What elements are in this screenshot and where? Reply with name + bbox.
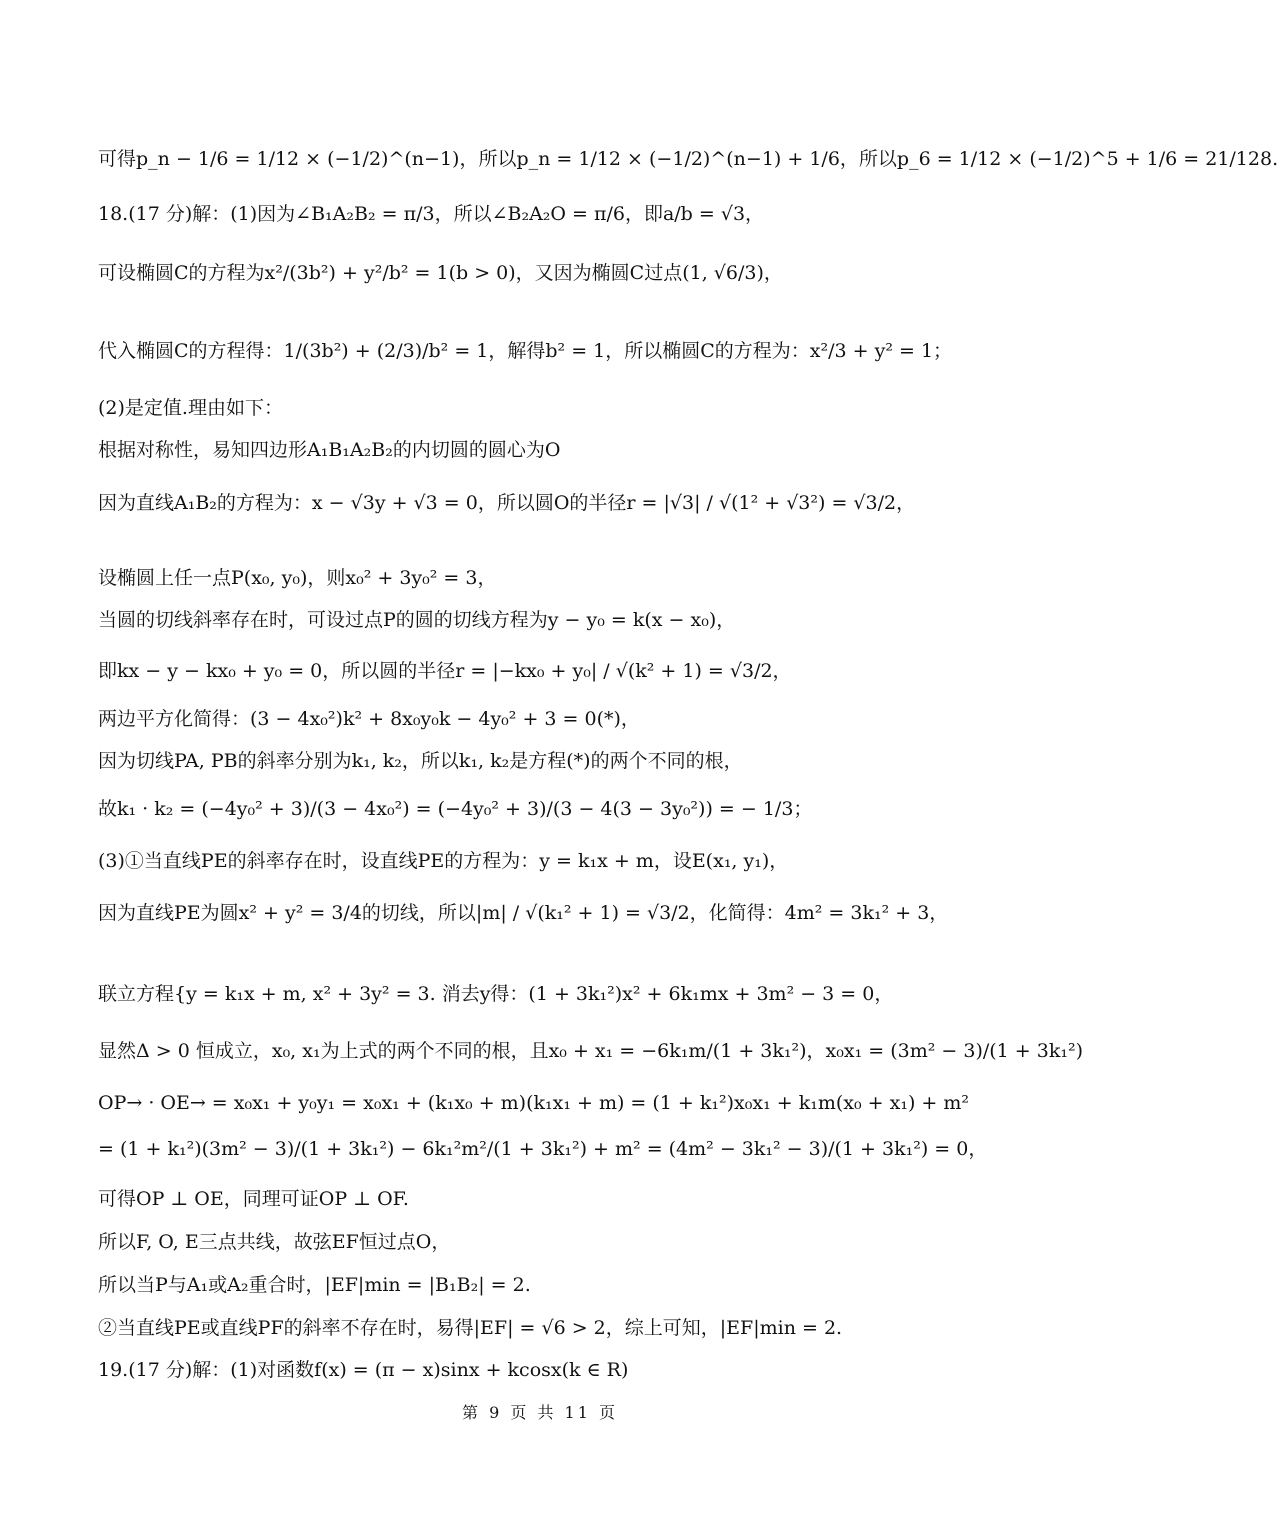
text-line-19: = (1 + k₁²)(3m² − 3)/(1 + 3k₁²) − 6k₁²m²/(1 + 3k₁²) + m² = (4m² − 3k₁² − 3)/(1 + 3k₁²) = 0， xyxy=(98,1138,988,1160)
text-line-4: 代入椭圆C的方程得：1/(3b²) + (2/3)/b² = 1，解得b² = 1，所以椭圆C的方程为：x²/3 + y² = 1； xyxy=(98,340,953,362)
text-line-6: 根据对称性，易知四边形A₁B₁A₂B₂的内切圆的圆心为O xyxy=(98,439,561,461)
text-line-23: ②当直线PE或直线PF的斜率不存在时，易得|EF| = √6 > 2，综上可知，|EF|min = 2. xyxy=(98,1317,843,1339)
text-line-17: 显然Δ > 0 恒成立，x₀, x₁为上式的两个不同的根，且x₀ + x₁ = −6k₁m/(1 + 3k₁²)，x₀x₁ = (3m² − 3)/(1 + 3k₁²) xyxy=(98,1040,1084,1062)
text-line-9: 当圆的切线斜率存在时，可设过点P的圆的切线方程为y − y₀ = k(x − x₀)， xyxy=(98,609,736,631)
text-line-1: 可得p_n − 1/6 = 1/12 × (−1/2)^(n−1)，所以p_n = 1/12 × (−1/2)^(n−1) + 1/6，所以p_6 = 1/12 × (−1/2)^5 + 1/6 = 21/128. xyxy=(98,148,1278,170)
text-line-20: 可得OP ⊥ OE，同理可证OP ⊥ OF. xyxy=(98,1188,409,1210)
text-line-5: (2)是定值.理由如下： xyxy=(98,397,283,419)
text-line-7: 因为直线A₁B₂的方程为：x − √3y + √3 = 0，所以圆O的半径r = |√3| / √(1² + √3²) = √3/2， xyxy=(98,492,916,514)
text-line-2: 18.(17 分)解：(1)因为∠B₁A₂B₂ = π/3，所以∠B₂A₂O = π/6，即a/b = √3， xyxy=(98,203,765,225)
text-line-24: 19.(17 分)解：(1)对函数f(x) = (π − x)sinx + kcosx(k ∈ R) xyxy=(98,1359,629,1381)
text-line-11: 两边平方化简得：(3 − 4x₀²)k² + 8x₀y₀k − 4y₀² + 3 = 0(*)， xyxy=(98,708,640,730)
text-line-16: 联立方程{y = k₁x + m, x² + 3y² = 3. 消去y得：(1 + 3k₁²)x² + 6k₁mx + 3m² − 3 = 0， xyxy=(98,983,894,1005)
text-line-22: 所以当P与A₁或A₂重合时，|EF|min = |B₁B₂| = 2. xyxy=(98,1274,531,1296)
text-line-8: 设椭圆上任一点P(x₀, y₀)，则x₀² + 3y₀² = 3， xyxy=(98,567,497,589)
page-footer: 第 9 页 共 11 页 xyxy=(462,1403,618,1422)
text-line-13: 故k₁ · k₂ = (−4y₀² + 3)/(3 − 4x₀²) = (−4y₀² + 3)/(3 − 4(3 − 3y₀²)) = − 1/3； xyxy=(98,798,813,820)
text-line-3: 可设椭圆C的方程为x²/(3b²) + y²/b² = 1(b > 0)，又因为椭圆C过点(1, √6/3)， xyxy=(98,262,783,284)
text-line-18: OP→ · OE→ = x₀x₁ + y₀y₁ = x₀x₁ + (k₁x₀ + m)(k₁x₁ + m) = (1 + k₁²)x₀x₁ + k₁m(x₀ + x₁) + m² xyxy=(98,1092,969,1114)
text-line-21: 所以F, O, E三点共线，故弦EF恒过点O， xyxy=(98,1231,451,1253)
text-line-14: (3)①当直线PE的斜率存在时，设直线PE的方程为：y = k₁x + m，设E(x₁, y₁)， xyxy=(98,850,789,872)
text-line-10: 即kx − y − kx₀ + y₀ = 0，所以圆的半径r = |−kx₀ + y₀| / √(k² + 1) = √3/2， xyxy=(98,660,792,682)
text-line-12: 因为切线PA, PB的斜率分别为k₁, k₂，所以k₁, k₂是方程(*)的两个不同的根， xyxy=(98,750,743,772)
text-line-15: 因为直线PE为圆x² + y² = 3/4的切线，所以|m| / √(k₁² + 1) = √3/2，化简得：4m² = 3k₁² + 3， xyxy=(98,902,949,924)
